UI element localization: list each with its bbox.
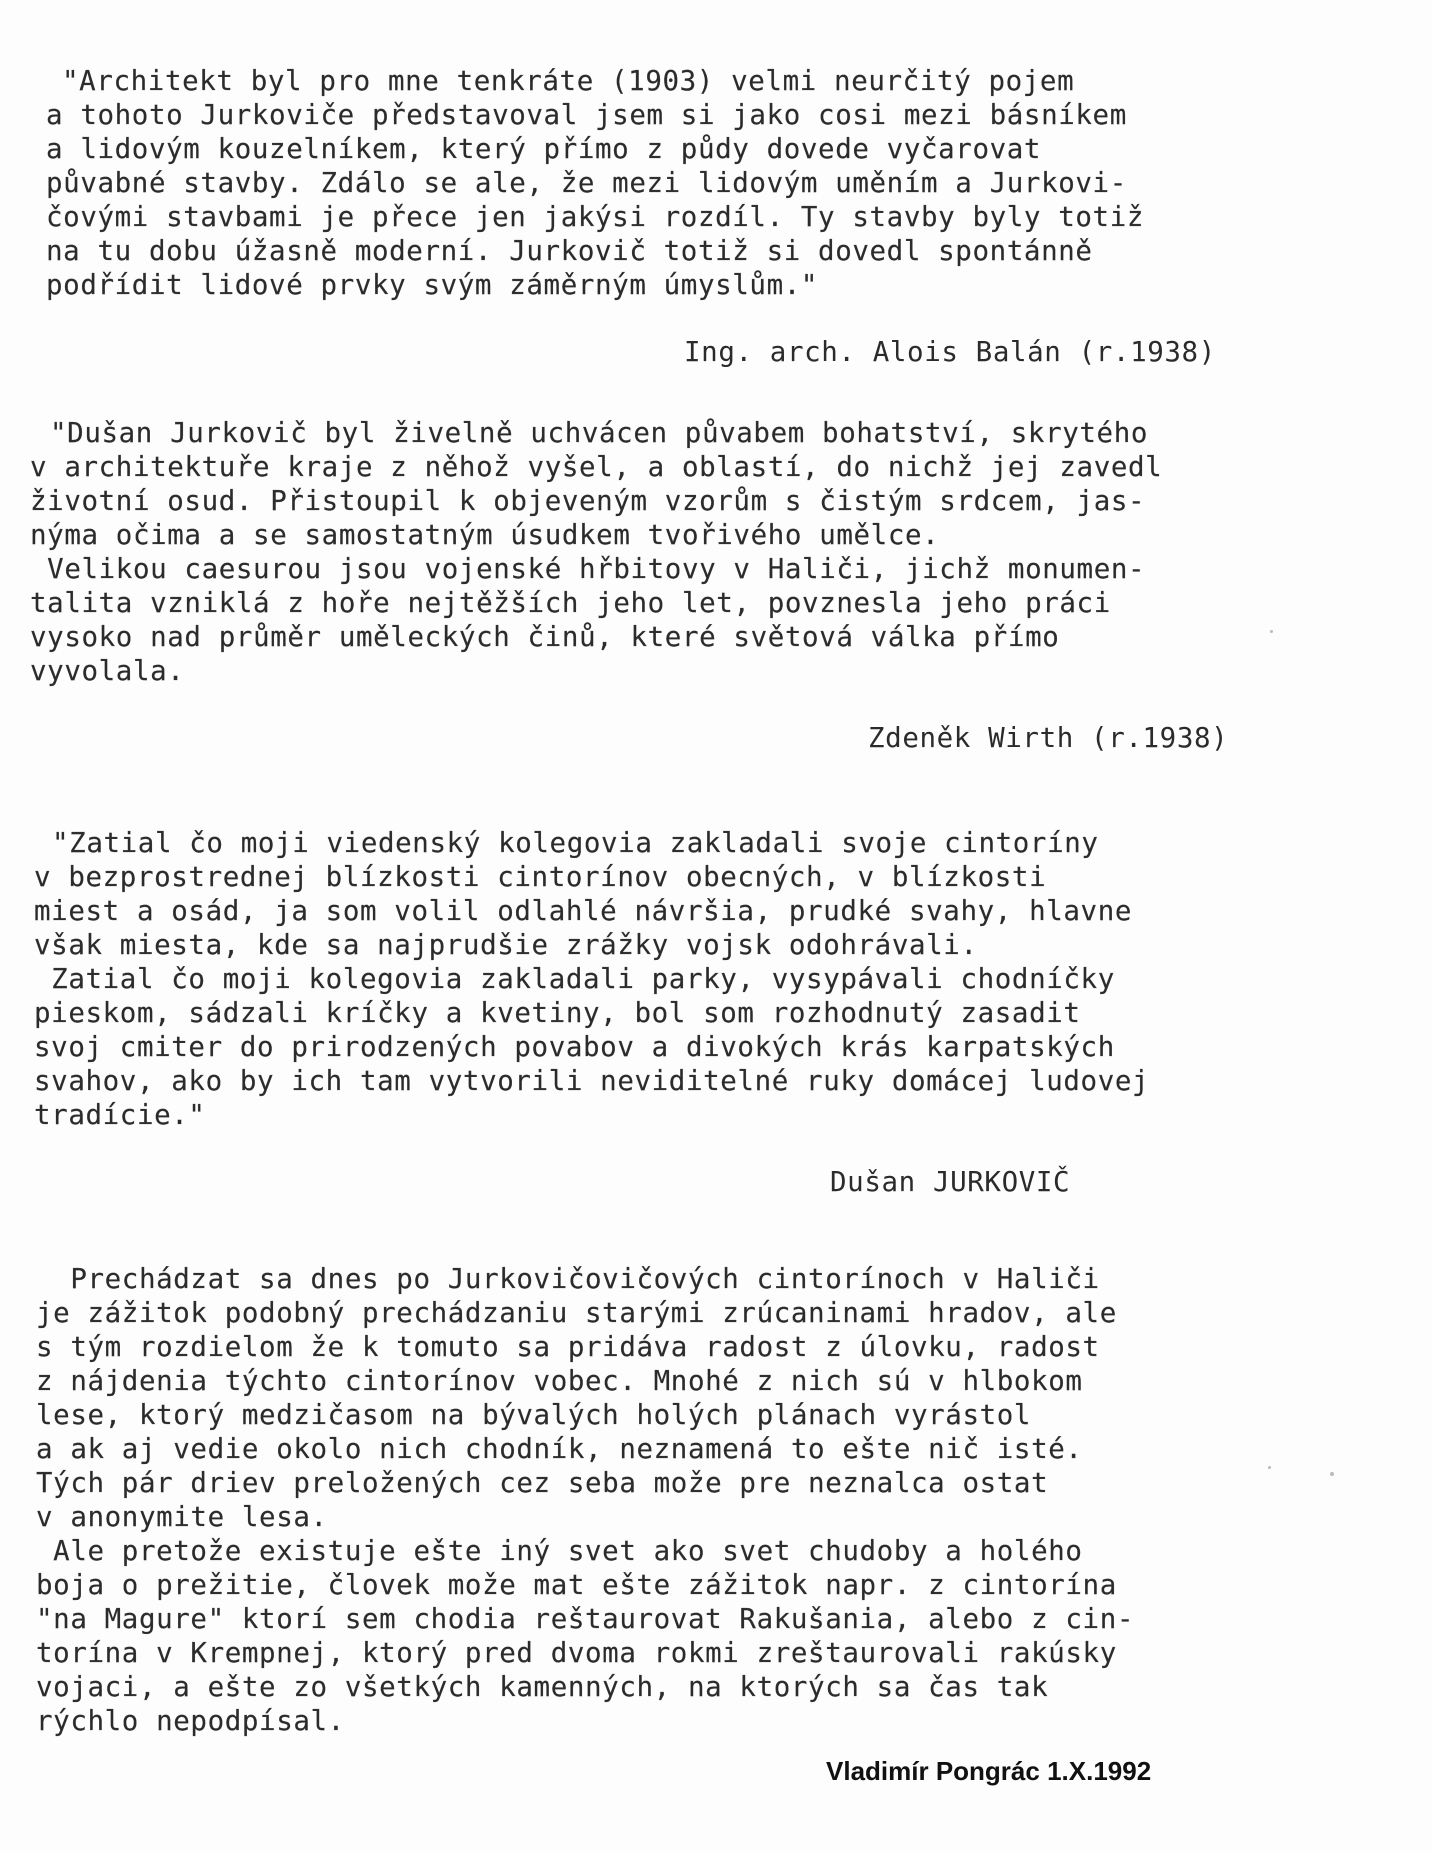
quote-line: miest a osád, ja som volil odlahlé návršia, prudké svahy, hlavne	[34, 895, 1133, 927]
essay-line: Ale pretože existuje ešte iný svet ako svet chudoby a holého	[36, 1535, 1083, 1567]
essay-line: je zážitok podobný prechádzaniu starými zrúcaninami hradov, ale	[36, 1297, 1117, 1329]
scan-speck	[1330, 1472, 1334, 1476]
quote-author: Zdeněk Wirth (r.1938)	[868, 722, 1229, 754]
quote-line: Velikou caesurou jsou vojenské hřbitovy v Haliči, jichž monumen-	[30, 553, 1146, 585]
quote-line: a lidovým kouzelníkem, který přímo z půdy dovede vyčarovat	[46, 133, 1042, 165]
quote-author: Ing. arch. Alois Balán (r.1938)	[684, 336, 1216, 368]
quote-line: "Zatial čo moji viedenský kolegovia zakladali svoje cintoríny	[52, 827, 1099, 859]
essay-line: boja o prežitie, človek može mat ešte zážitok napr. z cintorína	[36, 1569, 1117, 1601]
quote-line: půvabné stavby. Zdálo se ale, že mezi lidovým uměním a Jurkovi-	[46, 167, 1127, 199]
quote-line: Zatial čo moji kolegovia zakladali parky, vysypávali chodníčky	[34, 963, 1115, 995]
essay-line: z nájdenia týchto cintorínov vobec. Mnohé z nich sú v hlbokom	[36, 1365, 1083, 1397]
quote-line: talita vzniklá z hoře nejtěžších jeho let, povznesla jeho práci	[30, 587, 1111, 619]
essay-line: lese, ktorý medzičasom na bývalých holých plánach vyrástol	[36, 1399, 1032, 1431]
quote-author: Dušan JURKOVIČ	[830, 1166, 1071, 1198]
essay-line: Prechádzat sa dnes po Jurkovičovičových cintorínoch v Haliči	[36, 1263, 1100, 1295]
scan-speck	[1268, 1466, 1271, 1469]
essay-line: Tých pár driev preložených cez seba može pre neznalca ostat	[36, 1467, 1049, 1499]
quote-line: však miesta, kde sa najprudšie zrážky vojsk odohrávali.	[34, 929, 978, 961]
quote-line: v architektuře kraje z něhož vyšel, a oblastí, do nichž jej zavedl	[30, 451, 1163, 483]
quote-line: nýma očima a se samostatným úsudkem tvořivého umělce.	[30, 519, 940, 551]
quote-line: svahov, ako by ich tam vytvorili neviditelné ruky domácej ludovej	[34, 1065, 1150, 1097]
essay-line: torína v Krempnej, ktorý pred dvoma rokmi zreštaurovali rakúsky	[36, 1637, 1117, 1669]
scan-speck	[1270, 630, 1273, 633]
quote-line: "Architekt byl pro mne tenkráte (1903) velmi neurčitý pojem	[62, 65, 1075, 97]
essay-line: rýchlo nepodpísal.	[36, 1705, 345, 1737]
quote-line: na tu dobu úžasně moderní. Jurkovič totiž si dovedl spontánně	[46, 235, 1093, 267]
essay-line: v anonymite lesa.	[36, 1501, 328, 1533]
essay-signature: Vladimír Pongrác 1.X.1992	[826, 1756, 1152, 1786]
quote-line: vyvolala.	[30, 655, 185, 687]
quote-line: "Dušan Jurkovič byl živelně uchvácen půvabem bohatství, skrytého	[50, 417, 1149, 449]
quote-line: pieskom, sádzali kríčky a kvetiny, bol som rozhodnutý zasadit	[34, 997, 1081, 1029]
quote-line: tradície."	[34, 1099, 206, 1131]
quote-line: a tohoto Jurkoviče představoval jsem si jako cosi mezi básníkem	[46, 99, 1127, 131]
quote-line: životní osud. Přistoupil k objeveným vzorům s čistým srdcem, jas-	[30, 485, 1146, 517]
essay-line: vojaci, a ešte zo všetkých kamenných, na ktorých sa čas tak	[36, 1671, 1049, 1703]
quote-line: svoj cmiter do prirodzených povabov a divokých krás karpatských	[34, 1031, 1115, 1063]
quote-line: podřídit lidové prvky svým záměrným úmyslům."	[46, 269, 819, 301]
quote-line: v bezprostrednej blízkosti cintorínov obecných, v blízkosti	[34, 861, 1047, 893]
essay-line: "na Magure" ktorí sem chodia reštaurovat Rakušania, alebo z cin-	[36, 1603, 1135, 1635]
quote-line: vysoko nad průměr uměleckých činů, které světová válka přímo	[30, 621, 1060, 653]
essay-line: s tým rozdielom že k tomuto sa pridáva radost z úlovku, radost	[36, 1331, 1100, 1363]
essay-line: a ak aj vedie okolo nich chodník, neznamená to ešte nič isté.	[36, 1433, 1083, 1465]
quote-line: čovými stavbami je přece jen jakýsi rozdíl. Ty stavby byly totiž	[46, 201, 1145, 233]
